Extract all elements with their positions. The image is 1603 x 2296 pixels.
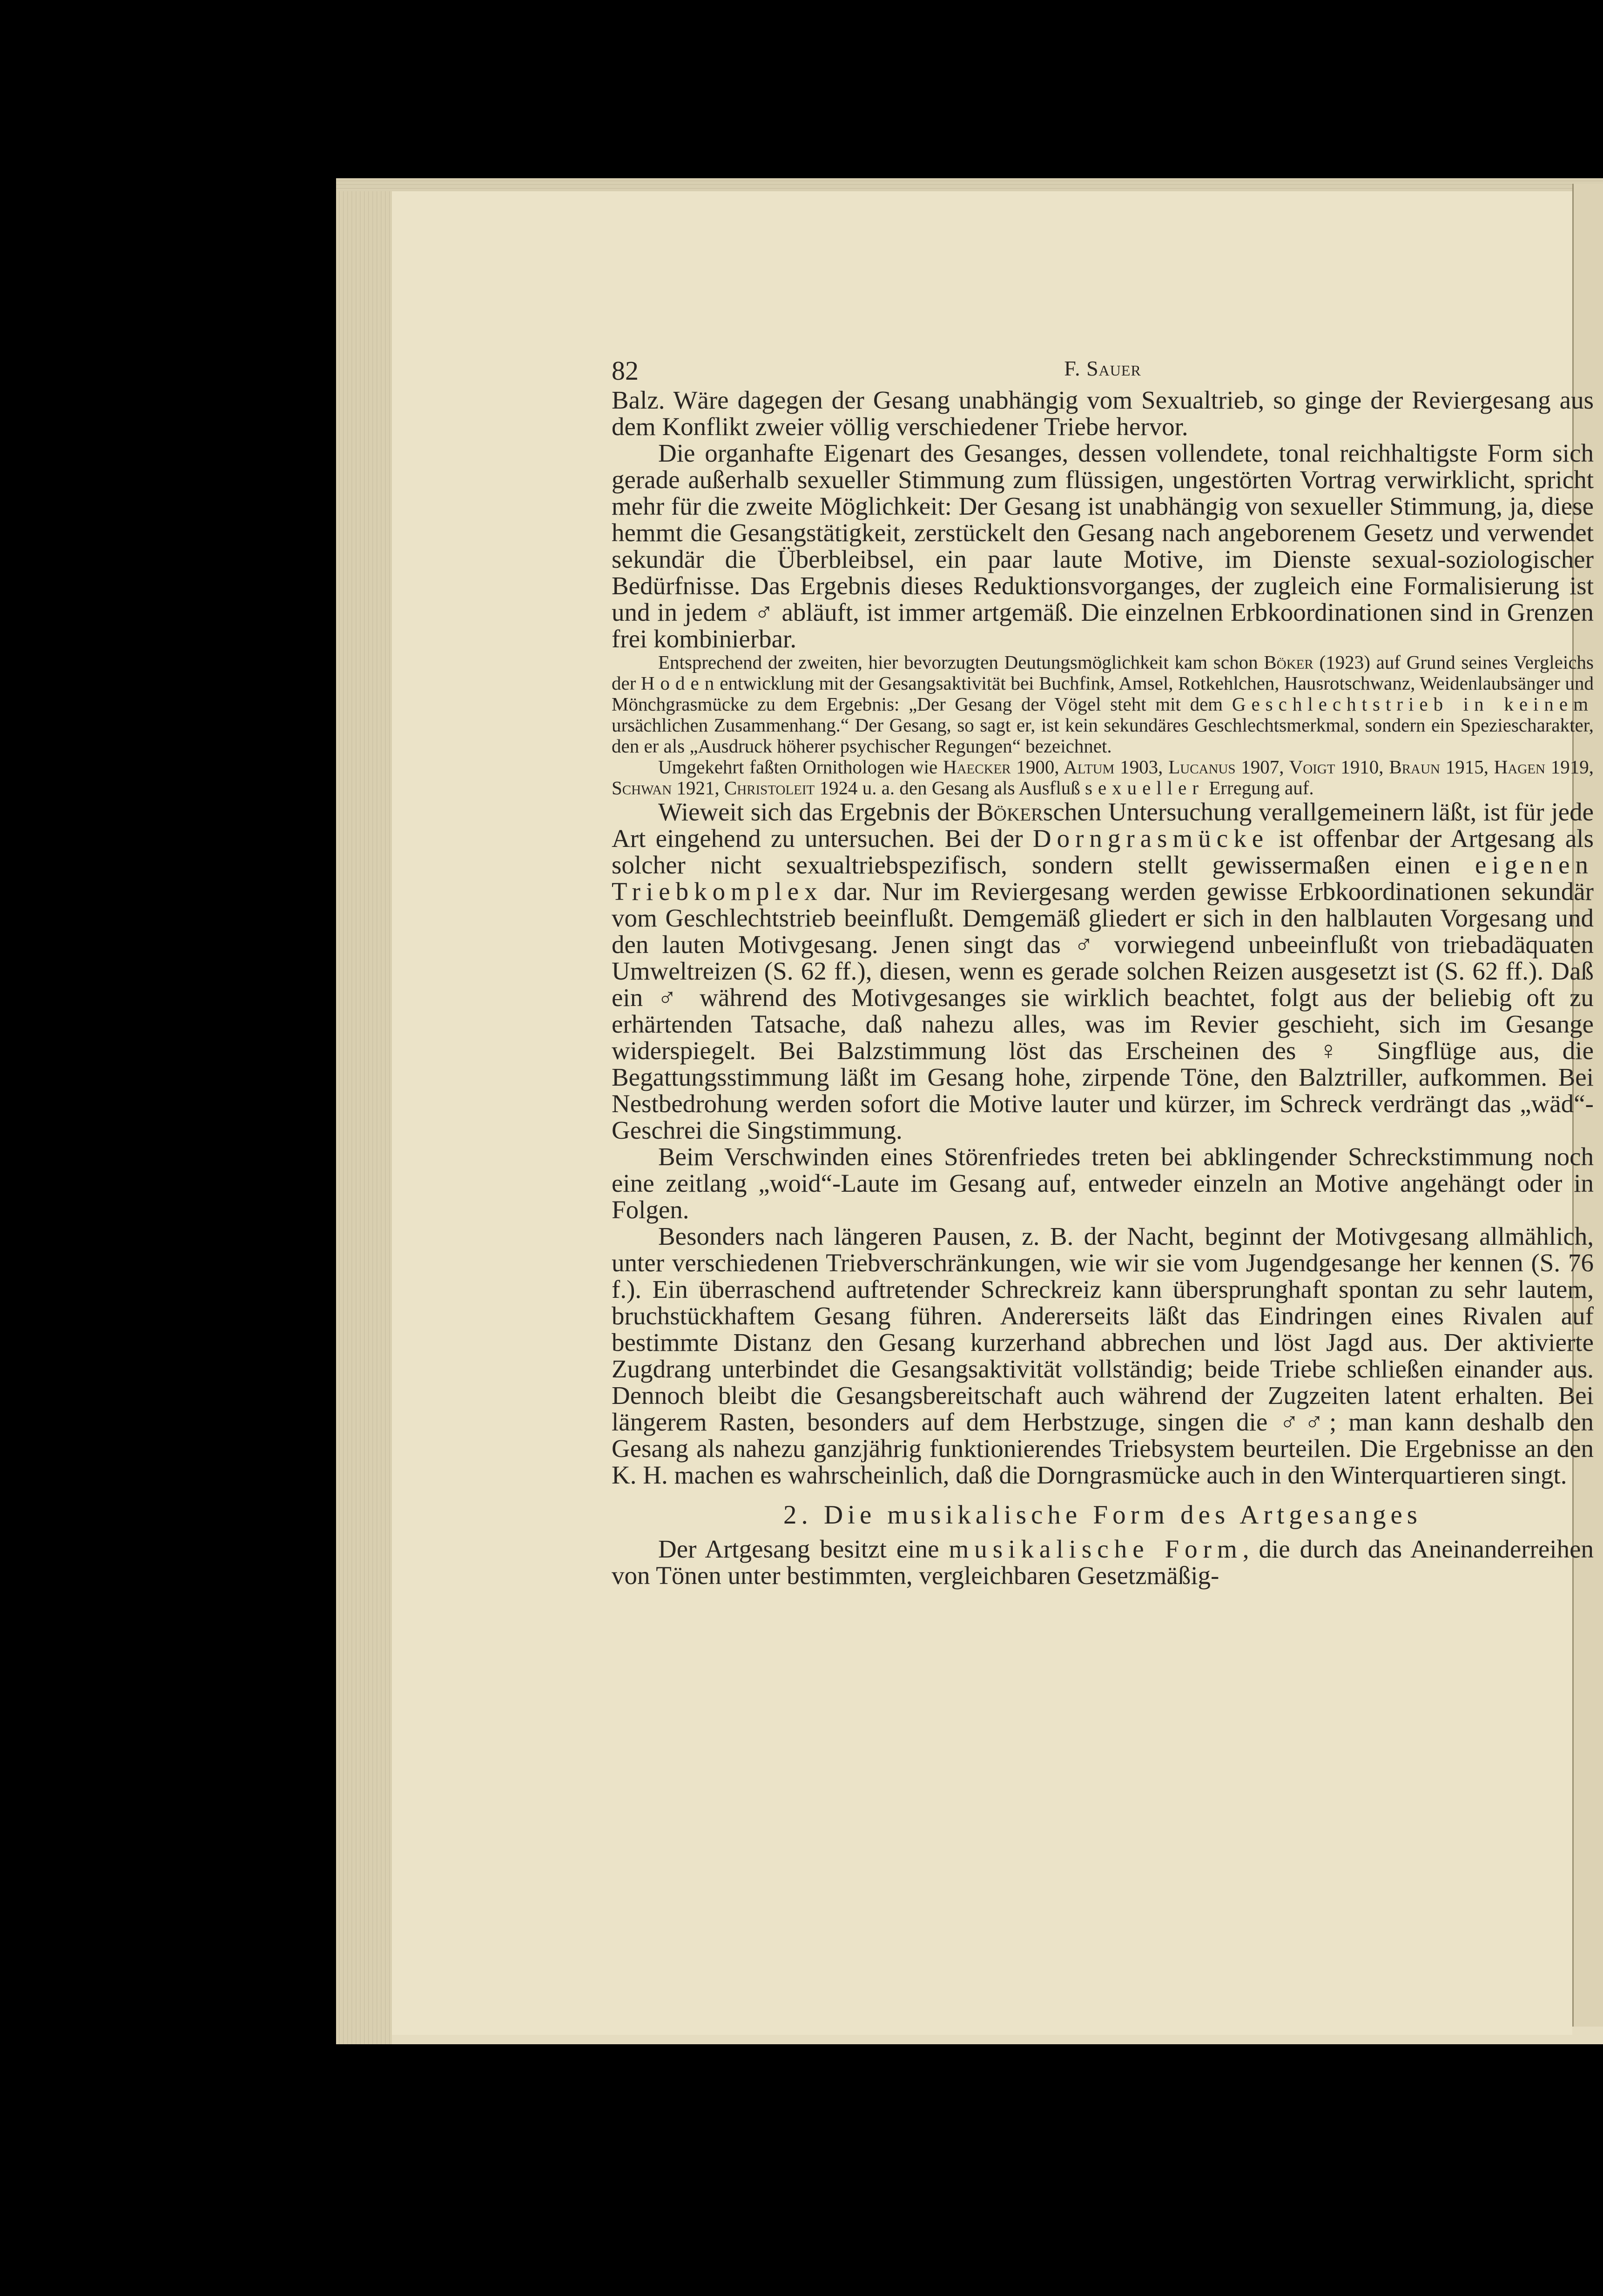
note2-text-b: 1924 u. a. den Gesang als Ausfluß — [815, 777, 1085, 799]
page-header — [612, 349, 1594, 391]
spaced-term-dorngrasmuecke: Dorngrasmücke — [1032, 824, 1269, 853]
note1-text-d: ursächlichen Zusammenhang.“ Der Gesang, so sagt er, ist kein sekundäres Geschlechtsmerkmal, sondern ein Speziescharakter, den er als „Ausdruck höherer psychischer Regungen“ bezeichnet. — [612, 714, 1594, 757]
footnote-paragraph-1 — [612, 652, 1594, 757]
paragraph-1: Balz. Wäre dagegen der Gesang unabhängig vom Sexualtrieb, so ginge der Reviergesang aus dem Konflikt zweier völlig verschiedener Triebe hervor. — [612, 386, 1594, 441]
author-name-boeker: Böker — [1264, 651, 1313, 673]
book-page — [392, 191, 1594, 2035]
author-names-list: Haecker 1900, Altum 1903, Lucanus 1907, Voigt 1910, Braun 1915, Hagen 1919, Schwan 1921, Christoleit — [612, 756, 1594, 799]
footnote-paragraph-2 — [612, 757, 1594, 799]
note1-text-a: Entsprechend der zweiten, hier bevorzugten Deutungsmöglichkeit kam schon — [658, 651, 1264, 673]
page-edges-left — [336, 178, 392, 2044]
note2-text-c: Erregung auf. — [1204, 777, 1314, 799]
p6-text-a: Der Artgesang besitzt eine — [658, 1535, 949, 1563]
section-heading: 2. Die musikalische Form des Artgesanges — [783, 1500, 1422, 1530]
spaced-term-geschlechtstrieb: Geschlechtstrieb in keinem — [1232, 693, 1594, 715]
author-name-boeker-2: Böker — [977, 798, 1043, 826]
p3-text-a: Wieweit sich das Ergebnis der — [658, 798, 977, 826]
paragraph-2: Die organhafte Eigenart des Gesanges, dessen vollendete, tonal reichhaltigste Form sich gerade außerhalb sexueller Stimmung zum flüssigen, ungestörten Vortrag verwirklicht, spricht mehr für die zweite Möglichkeit: Der Gesang ist unabhängig von sexueller Stimmung, ja, diese hemmt die Gesangstätigkeit, zerstückelt den Gesang nach angeborenem Gesetz und verwendet sekundär die Überbleibsel, ein paar laute Motive, im Dienste sexual-soziologischer Bedürfnisse. Das Ergebnis dieses Reduktionsvorganges, der zugleich eine Formalisierung ist und in jedem ♂ abläuft, ist immer artgemäß. Die einzelnen Erbkoordinationen sind in Grenzen frei kombinierbar. — [612, 439, 1594, 653]
page-edges-top — [336, 178, 1603, 191]
note1-text-b: (1923) auf Grund seines Vergleichs der — [612, 651, 1594, 694]
spaced-term-sexueller: sexueller — [1084, 777, 1204, 799]
page-body — [612, 387, 1594, 1589]
note2-text-a: Umgekehrt faßten Ornithologen wie — [658, 756, 943, 778]
note1-text-c: entwicklung mit der Gesangsaktivität bei Buchfink, Amsel, Rotkehlchen, Hausrotschwanz, Weidenlaubsänger und Mönchgrasmücke zu dem Ergebnis: „Der Gesang der Vögel steht mit dem — [612, 672, 1594, 715]
paragraph-6 — [612, 1536, 1594, 1589]
paragraph-3 — [612, 799, 1594, 1143]
spaced-term-hoden: Hoden — [640, 672, 720, 694]
p3-text-c: ist offenbar der Artgesang als solcher nicht sexualtriebspezifisch, sondern stellt gewissermaßen einen — [612, 824, 1594, 879]
page-number: 82 — [612, 356, 639, 386]
spaced-term-musikalische-form: musikalische Form — [949, 1535, 1243, 1563]
p3-text-d: dar. Nur im Reviergesang werden gewisse Erbkoordinationen sekundär vom Geschlechtstrieb beeinflußt. Demgemäß gliedert er sich in den halblauten Vorgesang und den lauten Motivgesang. Jenen singt das ♂ vorwiegend unbeeinflußt von triebadäquaten Umweltreizen (S. 62 ff.), diesen, wenn es gerade solchen Reizen ausgesetzt ist (S. 62 ff.). Daß ein ♂ während des Motivgesanges sie wirklich beachtet, folgt aus der beliebig oft zu erhärtenden Tatsache, daß nahezu alles, was im Revier geschieht, sich im Gesange widerspiegelt. Bei Balzstimmung löst das Erscheinen des ♀ Singflüge aus, die Begattungsstimmung läßt im Gesang hohe, zirpende Töne, den Balztriller, aufkommen. Bei Nestbedrohung werden sofort die Motive lauter und kürzer, im Schreck verdrängt das „wäd“-Geschrei die Singstimmung. — [612, 877, 1594, 1144]
p3-text-b: schen Untersuchung verallgemeinern läßt, ist für jede Art eingehend zu untersuchen. Bei der — [612, 798, 1594, 853]
spaced-term-triebkomplex: eigenen Triebkomplex — [612, 851, 1594, 906]
running-head: F. Sauer — [1064, 356, 1141, 380]
p6-text-b: , die durch das Aneinanderreihen von Tönen unter bestimmten, vergleichbaren Gesetzmäßig- — [612, 1535, 1594, 1590]
paragraph-5: Besonders nach längeren Pausen, z. B. der Nacht, beginnt der Motivgesang allmählich, unter verschiedenen Triebverschränkungen, wie wir sie vom Jugendgesange her kennen (S. 76 f.). Ein überraschend auftretender Schreckreiz kann übersprunghaft spontan zu sehr lautem, bruchstückhaftem Gesang führen. Andererseits läßt das Eindringen eines Rivalen auf bestimmte Distanz den Gesang kurzerhand abbrechen und löst Jagd aus. Der aktivierte Zugdrang unterbindet die Gesangsaktivität vollständig; beide Triebe schließen einander aus. Dennoch bleibt die Gesangsbereitschaft auch während der Zugzeiten latent erhalten. Bei längerem Rasten, besonders auf dem Herbstzuge, singen die ♂♂; man kann deshalb den Gesang als nahezu ganzjährig funktionierendes Triebsystem beurteilen. Die Ergebnisse an den K. H. machen es wahrscheinlich, daß die Dorngrasmücke auch in den Winterquartieren singt. — [612, 1222, 1594, 1489]
paragraph-4: Beim Verschwinden eines Störenfriedes treten bei abklingender Schreckstimmung noch eine zeitlang „woid“-Laute im Gesang auf, entweder einzeln an Motive angehängt oder in Folgen. — [612, 1142, 1594, 1224]
